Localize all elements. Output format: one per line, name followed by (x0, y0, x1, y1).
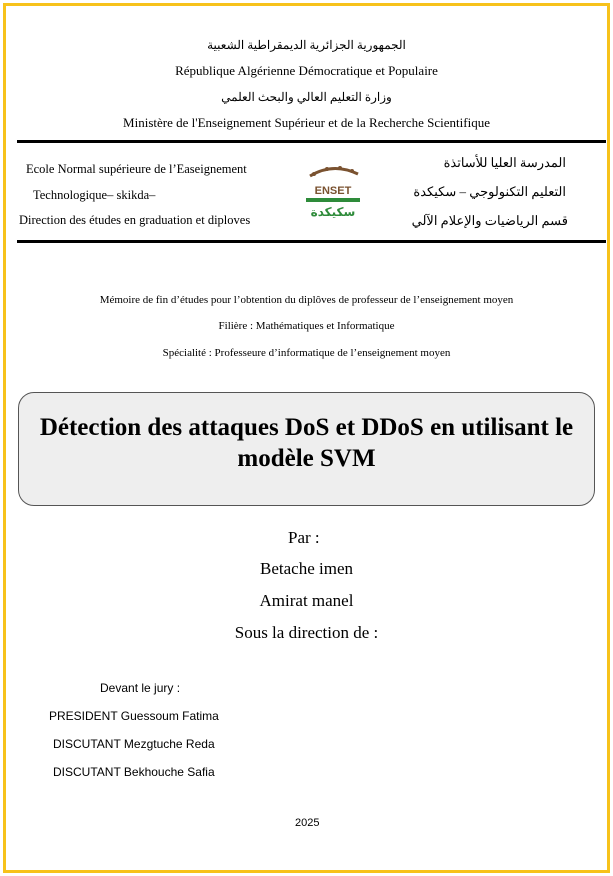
jury-heading: Devant le jury : (100, 681, 181, 695)
jury-member: DISCUTANT Mezgtuche Reda (53, 737, 215, 751)
inst-ar-line3: قسم الرياضيات والإعلام الآلي (411, 213, 568, 228)
logo-bottom-text: سكيكدة (310, 205, 356, 219)
logo-top-text: ENSET (314, 185, 352, 197)
jury-member: DISCUTANT Bekhouche Safia (53, 765, 215, 779)
bottom-rule (17, 240, 606, 243)
enset-logo (300, 160, 366, 224)
year: 2025 (295, 817, 320, 829)
author-2: Amirat manel (259, 591, 354, 610)
inst-fr-line2: Technologique– skikda– (33, 188, 156, 202)
top-rule (17, 140, 606, 143)
inst-ar-line1: المدرسة العليا للأساتذة (443, 155, 566, 170)
memoire-line2: Filière : Mathématiques et Informatique (218, 320, 395, 332)
author-1: Betache imen (260, 559, 353, 578)
header-ar-ministry: وزارة التعليم العالي والبحث العلمي (221, 90, 392, 104)
inst-ar-line2: التعليم التكنولوجي – سكيكدة (413, 184, 566, 199)
header-fr-ministry: Ministère de l'Enseignement Supérieur et de la Recherche Scientifique (123, 115, 490, 130)
header-ar-republic: الجمهورية الجزائرية الديمقراطية الشعبية (207, 38, 406, 52)
jury-member: PRESIDENT Guessoum Fatima (49, 709, 219, 723)
memoire-line3: Spécialité : Professeure d’informatique de l’enseignement moyen (162, 347, 451, 359)
header-fr-republic: République Algérienne Démocratique et Populaire (175, 63, 438, 78)
inst-fr-line1: Ecole Normal supérieure de l’Easeignement (26, 162, 247, 176)
thesis-title: Détection des attaques DoS et DDoS en utilisant le modèle SVM (39, 414, 574, 472)
direction-label: Sous la direction de : (234, 623, 379, 642)
memoire-line1: Mémoire de fin d’études pour l’obtention du diplôves de professeur de l’enseignement moyen (99, 294, 514, 306)
par-label: Par : (288, 528, 320, 547)
inst-fr-line3: Direction des études en graduation et diploves (19, 213, 251, 227)
